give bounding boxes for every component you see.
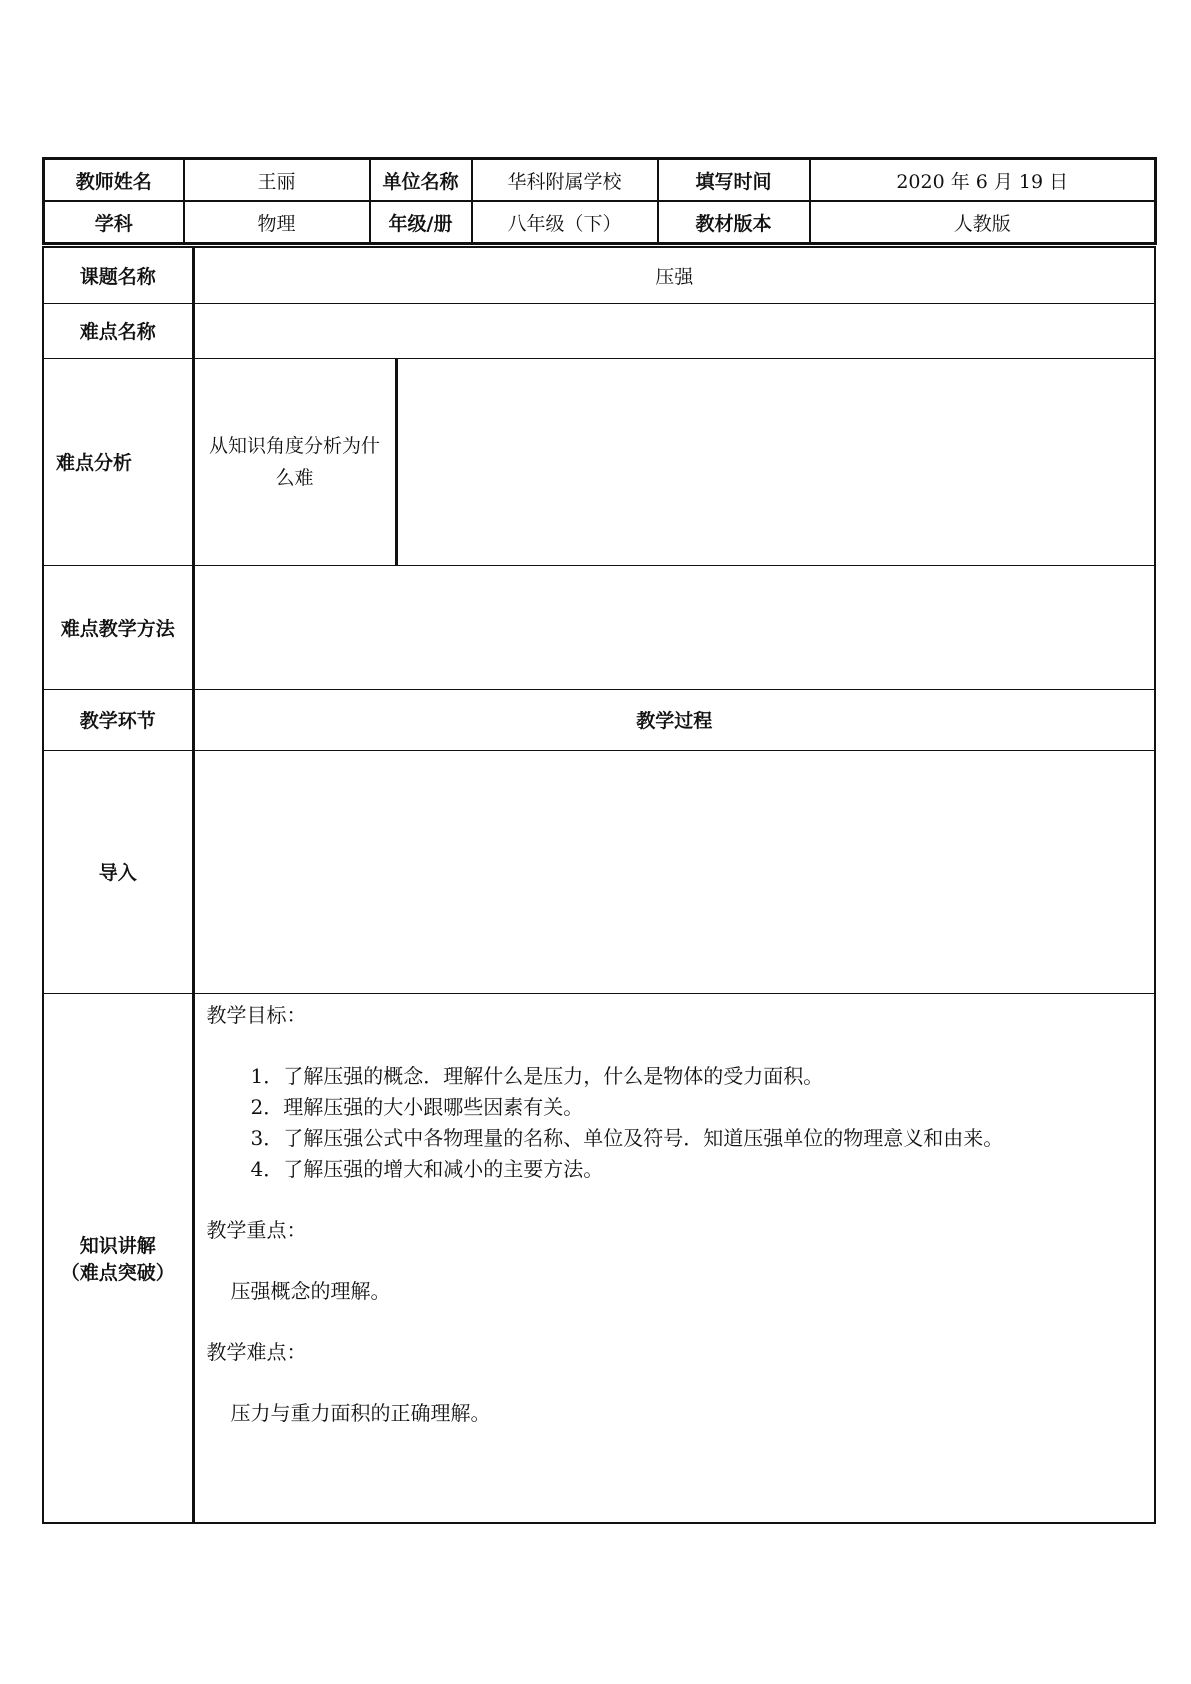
intro-row — [43, 750, 1155, 993]
info-table — [42, 157, 1157, 245]
knowledge-label — [43, 993, 193, 1523]
teacher-label: 教师姓名 — [44, 159, 184, 202]
difficult-heading: 教学难点： — [206, 1339, 307, 1364]
spacer — [207, 1307, 1143, 1337]
goal-item: 1．了解压强的概念．理解什么是压力，什么是物体的受力面积。 — [250, 1063, 824, 1088]
difficulty-name-row — [43, 303, 1155, 358]
unit-value: 华科附属学校 — [472, 159, 658, 202]
analysis-value — [396, 358, 1155, 565]
teacher-value: 王丽 — [184, 159, 370, 202]
intro-label: 导入 — [43, 750, 193, 993]
method-value — [193, 565, 1155, 689]
method-label: 难点教学方法 — [43, 565, 193, 689]
knowledge-row — [43, 993, 1155, 1523]
spacer — [207, 1246, 1143, 1276]
info-row-1 — [44, 159, 1156, 202]
date-value: 2020 年 6 月 19 日 — [810, 159, 1156, 202]
key-text: 压强概念的理解。 — [230, 1278, 391, 1303]
process-label: 教学过程 — [193, 689, 1155, 750]
topic-label: 课题名称 — [43, 247, 193, 303]
difficulty-name-label: 难点名称 — [43, 303, 193, 358]
stage-label: 教学环节 — [43, 689, 193, 750]
knowledge-content — [193, 993, 1155, 1523]
goal-item: 2．理解压强的大小跟哪些因素有关。 — [250, 1094, 584, 1119]
date-label: 填写时间 — [658, 159, 810, 202]
method-row — [43, 565, 1155, 689]
difficult-text: 压力与重力面积的正确理解。 — [230, 1400, 491, 1425]
knowledge-label-line1: 知识讲解 — [79, 1234, 156, 1257]
lesson-table — [42, 246, 1156, 1524]
edition-label: 教材版本 — [658, 201, 810, 244]
grade-label: 年级/册 — [370, 201, 472, 244]
goal-item: 3．了解压强公式中各物理量的名称、单位及符号．知道压强单位的物理意义和由来。 — [250, 1125, 1004, 1150]
subject-value: 物理 — [184, 201, 370, 244]
info-row-2 — [44, 201, 1156, 244]
grade-value: 八年级（下） — [472, 201, 658, 244]
edition-value: 人教版 — [810, 201, 1156, 244]
knowledge-label-line2: （难点突破） — [60, 1261, 175, 1284]
topic-value: 压强 — [193, 247, 1155, 303]
analysis-sub-label — [193, 358, 396, 565]
key-heading: 教学重点： — [206, 1217, 307, 1242]
topic-row — [43, 247, 1155, 303]
difficulty-name-value — [193, 303, 1155, 358]
analysis-sub-label-text: 从知识角度分析为什么难 — [208, 434, 380, 489]
analysis-label: 难点分析 — [43, 358, 193, 565]
unit-label: 单位名称 — [370, 159, 472, 202]
intro-value — [193, 750, 1155, 993]
process-header-row — [43, 689, 1155, 750]
spacer — [207, 1185, 1143, 1215]
goal-item: 4．了解压强的增大和减小的主要方法。 — [250, 1156, 604, 1181]
goals-heading: 教学目标： — [206, 1002, 307, 1027]
spacer — [207, 1031, 1143, 1061]
subject-label: 学科 — [44, 201, 184, 244]
analysis-row — [43, 358, 1155, 565]
spacer — [207, 1368, 1143, 1398]
